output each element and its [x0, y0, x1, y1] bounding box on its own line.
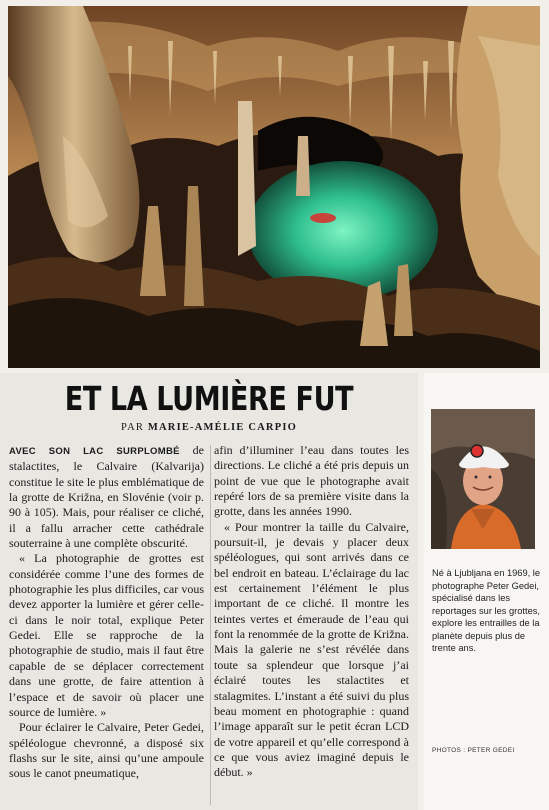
article	[0, 373, 418, 810]
headline: ET LA LUMIÈRE FUT	[64, 379, 354, 418]
paragraph-text: de stalactites, le Calvaire (Kalvarija) constitue le site le plus emblématique de la grotte de Križna, en Slovénie (voir p. 90 à 105). Mais, pour réaliser ce cliché, il a fallu arracher cette cathédrale souterraine à une complète obscurité.	[9, 443, 205, 551]
byline-prefix: PAR	[121, 422, 145, 433]
headlamp	[471, 445, 483, 457]
article-columns	[9, 443, 409, 805]
column-divider	[210, 445, 211, 805]
column-1	[9, 443, 204, 782]
photographer-portrait	[431, 409, 535, 549]
photographer-caption: Né à Ljubljana en 1969, le photographe Peter Gedei, spécialisé dans les reportages sur les grottes, explore les entrailles de la planète depuis plus de trente ans.	[432, 568, 541, 653]
paragraph: Pour éclairer le Calvaire, Peter Gedei, spéléologue chevronné, a disposé six flashs sur le site, ainsi qu’une ampoule sous le canot pneumatique,	[9, 720, 204, 781]
paragraph: afin d’illuminer l’eau dans toutes les directions. Le cliché a été pris depuis un point de vue que le photographe avait repéré lors de sa première visite dans la grotte, dans les années 1990.	[214, 443, 409, 519]
column-2	[214, 443, 409, 781]
photographer-sidebar	[424, 373, 549, 810]
canoe	[310, 213, 336, 223]
byline	[0, 422, 418, 433]
paragraph: « Pour montrer la taille du Calvaire, poursuit-il, je devais y placer deux spéléologues, qui sont arrivés dans ce bel endroit en bateau. L’éclairage du lac est certainement l’élément le plus important de ce cliché. Il montre les teintes vertes et émeraude de l’eau qui font la renommée de la grotte de Križna. Mais la galerie ne s’est révélée dans toute sa splendeur que lorsque j’ai éclairé toutes les stalactites et stalagmites. L’instant a été suivi du plus beau moment en photographie : quand l’image apparaît sur le petit écran LCD de votre appareil et qu’elle correspond à ce que vous aviez imaginé depuis le début. »	[214, 519, 409, 780]
paragraph	[9, 443, 204, 551]
hero-cave-photo	[8, 6, 540, 368]
paragraph: « La photographie de grottes est considérée comme l’une des formes de photographie les plus difficiles, car vous devez apporter la lumière et gérer celle-ci dans le noir total, explique Peter Gedei. Elle se rapproche de la photographie de studio, mais il faut être capable de se déplacer correctement dans une grotte, de faire attention à l’espace et de savoir où placer une source de lumière. »	[9, 551, 204, 719]
portrait-illustration	[431, 409, 535, 549]
photo-credit: PHOTOS : PETER GEDEI	[432, 747, 515, 754]
cave-illustration	[8, 6, 540, 368]
lead-in: AVEC SON LAC SURPLOMBÉ	[9, 446, 180, 457]
byline-author: MARIE-AMÉLIE CARPIO	[147, 422, 297, 433]
